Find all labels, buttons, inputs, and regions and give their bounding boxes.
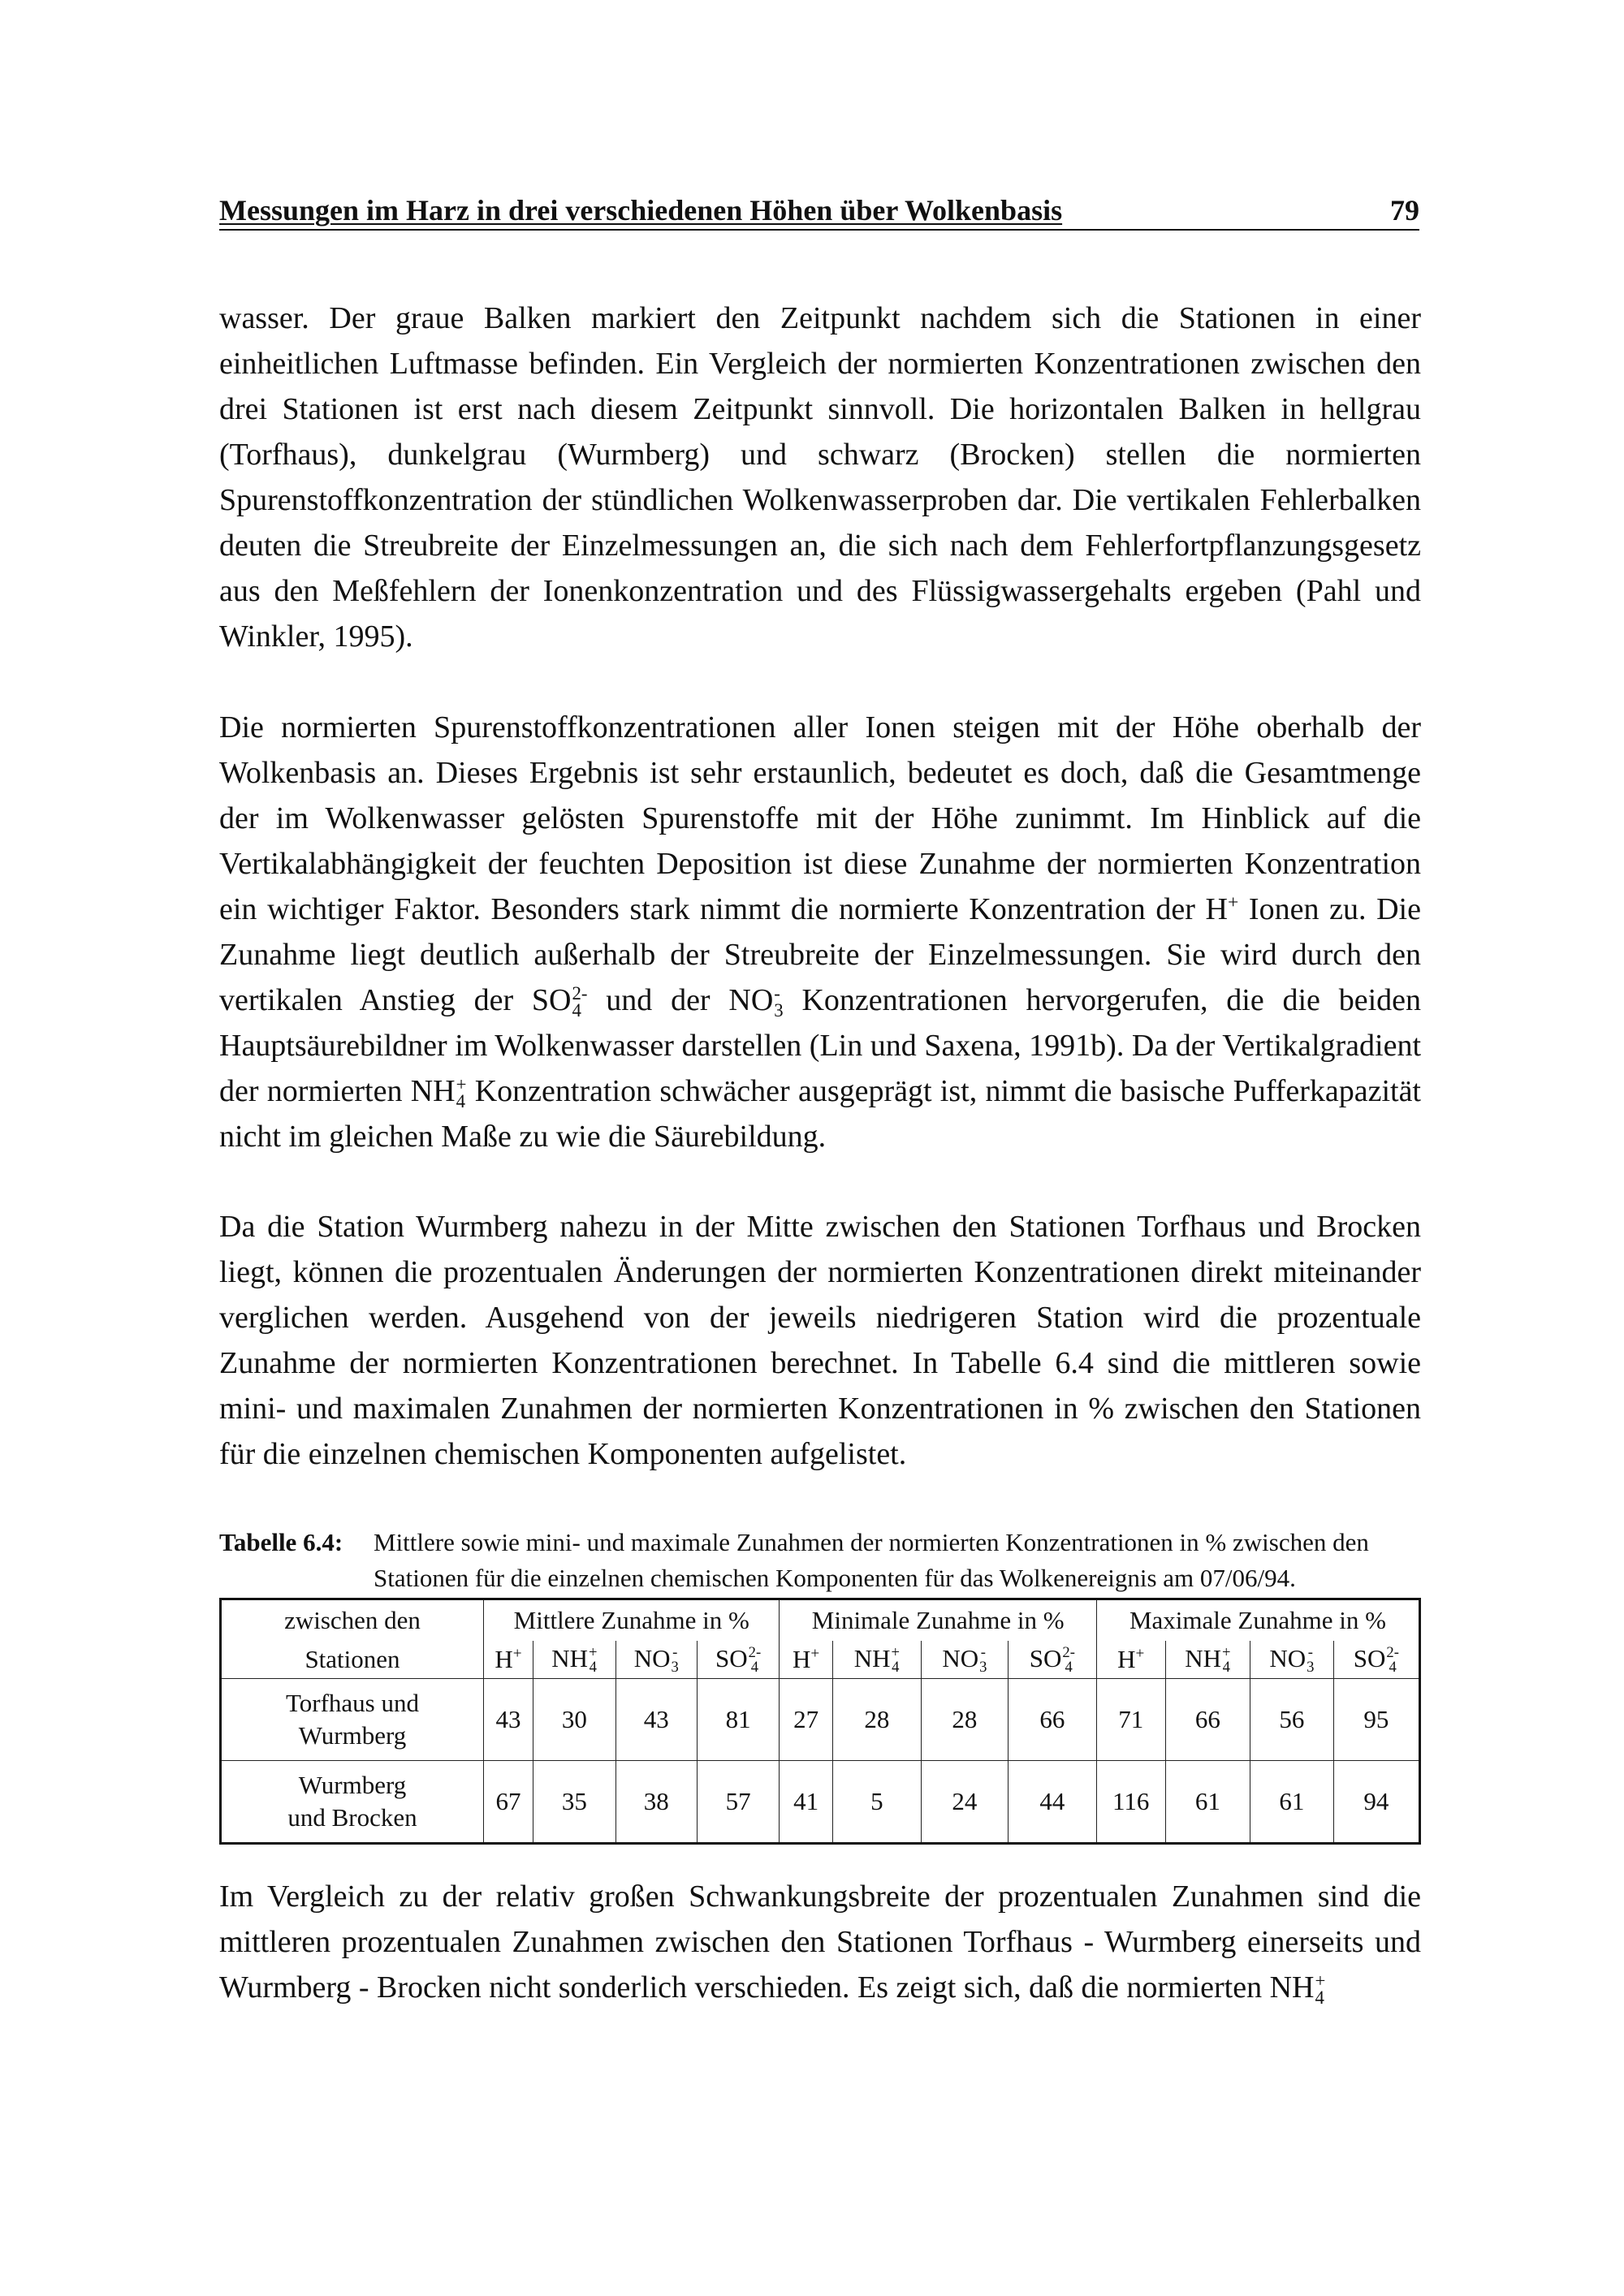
paragraph-2-part-4: Konzentrationen hervorgerufen, die die beiden Hauptsäurebildner im Wolkenwasser darstellen (Lin und Saxena, 1991b). Da der Vertikalgradient der normierten xyxy=(219,983,1421,1108)
paragraph-3: Da die Station Wurmberg nahezu in der Mitte zwischen den Stationen Torfhaus und Brocken liegt, können die prozentualen Änderungen der normierten Konzentrationen direkt miteinander verglichen werden. Ausgehend von der jeweils niedrigeren Station wird die prozentuale Zunahme der normierten Konzentrationen berechnet. In Tabelle 6.4 sind die mittleren sowie mini- und maximalen Zunahmen der normierten Konzentrationen in % zwischen den Stationen für die einzelnen chemischen Komponenten aufgelistet. xyxy=(219,1210,1421,1471)
table-cell: 95 xyxy=(1333,1679,1419,1761)
paragraph-2 xyxy=(219,705,1421,1159)
group-header-max: Maximale Zunahme in % xyxy=(1096,1599,1419,1642)
table-cell: 41 xyxy=(780,1761,832,1844)
table-cell: 57 xyxy=(697,1761,780,1844)
col-nh4-mean: NH + 4 xyxy=(533,1641,615,1679)
paragraph-4-text: Im Vergleich zu der relativ großen Schwankungsbreite der prozentualen Zunahmen sind die mittleren prozentualen Zunahmen zwischen den Stationen Torfhaus - Wurmberg einerseits und Wurmberg - Brocken nicht sonderlich verschieden. Es zeigt sich, daß die normierten xyxy=(219,1880,1421,2005)
table-row xyxy=(221,1761,1420,1844)
table-corner-line1: zwischen den xyxy=(221,1599,484,1642)
table-cell: 28 xyxy=(921,1679,1008,1761)
paragraph-2-part-1: Die normierten Spurenstoffkonzentrationen aller Ionen steigen mit der Höhe oberhalb der Wolkenbasis an. Dieses Ergebnis ist sehr erstaunlich, bedeutet es doch, daß die Gesamtmenge der im Wolkenwasser gelösten Spurenstoffe mit der Höhe zunimmt. Im Hinblick auf die Vertikalabhängigkeit der feuchten Deposition ist diese Zunahme der normierten Konzentration ein wichtiger Faktor. Besonders stark nimmt die normierte Konzentration der xyxy=(219,710,1421,926)
col-so4-max: SO 2- 4 xyxy=(1333,1641,1419,1679)
col-h-mean: H+ xyxy=(484,1641,533,1679)
col-so4-mean: SO 2- 4 xyxy=(697,1641,780,1679)
table-cell: 81 xyxy=(697,1679,780,1761)
table-cell: 27 xyxy=(780,1679,832,1761)
table-caption-text: Mittlere sowie mini- und maximale Zunahmen der normierten Konzentrationen in % zwischen den Stationen für die einzelnen chemischen Komponenten für das Wolkenereignis am 07/06/94. xyxy=(374,1528,1369,1592)
table-cell: 44 xyxy=(1008,1761,1096,1844)
table-cell: 116 xyxy=(1096,1761,1165,1844)
table-cell: 30 xyxy=(533,1679,615,1761)
table-cell: 43 xyxy=(615,1679,697,1761)
col-no3-max: NO - 3 xyxy=(1250,1641,1333,1679)
table-cell: 28 xyxy=(832,1679,921,1761)
table-cell: 67 xyxy=(484,1761,533,1844)
table-cell: 66 xyxy=(1165,1679,1250,1761)
row-label: Wurmberg und Brocken xyxy=(221,1761,484,1844)
table-cell: 61 xyxy=(1165,1761,1250,1844)
row-label: Torfhaus und Wurmberg xyxy=(221,1679,484,1761)
ion-no3: NO - 3 xyxy=(728,982,784,1021)
running-header xyxy=(219,190,1419,231)
group-header-mean: Mittlere Zunahme in % xyxy=(484,1599,780,1642)
table-cell: 61 xyxy=(1250,1761,1333,1844)
table-cell: 43 xyxy=(484,1679,533,1761)
paragraph-4 xyxy=(219,1874,1421,2010)
ion-so4: SO 2- 4 xyxy=(531,982,588,1021)
table-cell: 38 xyxy=(615,1761,697,1844)
table-corner-line2: Stationen xyxy=(221,1641,484,1679)
table-cell: 5 xyxy=(832,1761,921,1844)
table-row xyxy=(221,1679,1420,1761)
col-no3-min: NO - 3 xyxy=(921,1641,1008,1679)
ion-nh4: NH + 4 xyxy=(410,1073,467,1112)
table-cell: 56 xyxy=(1250,1679,1333,1761)
group-header-min: Minimale Zunahme in % xyxy=(780,1599,1096,1642)
paragraph-1: wasser. Der graue Balken markiert den Zeitpunkt nachdem sich die Stationen in einer einheitlichen Luftmasse befinden. Ein Vergleich der normierten Konzentrationen zwischen den drei Stationen ist erst nach diesem Zeitpunkt sinnvoll. Die horizontalen Balken in hellgrau (Torfhaus), dunkelgrau (Wurmberg) und schwarz (Brocken) stellen die normierten Spurenstoffkonzentration der stündlichen Wolkenwasserproben dar. Die vertikalen Fehlerbalken deuten die Streubreite der Einzelmessungen an, die sich nach dem Fehlerfortpflanzungsgesetz aus den Meßfehlern der Ionenkonzentration und des Flüssigwassergehalts ergeben (Pahl und Winkler, 1995). xyxy=(219,301,1421,654)
ion-h: H+ xyxy=(1205,891,1239,926)
table-caption-label: Tabelle 6.4: xyxy=(219,1528,343,1556)
ion-nh4: NH + 4 xyxy=(1269,1970,1326,2009)
paragraph-2-part-3: und der xyxy=(587,983,729,1017)
data-table xyxy=(219,1598,1421,1845)
header-title: Messungen im Harz in drei verschiedenen Höhen über Wolkenbasis xyxy=(219,194,1063,227)
paragraph-2-part-5: Konzentration schwächer ausgeprägt ist, nimmt die basische Pufferkapazität nicht im gleichen Maße zu wie die Säurebildung. xyxy=(219,1074,1421,1154)
table-cell: 66 xyxy=(1008,1679,1096,1761)
col-h-max: H+ xyxy=(1096,1641,1165,1679)
table-caption xyxy=(219,1525,1421,1596)
col-so4-min: SO 2- 4 xyxy=(1008,1641,1096,1679)
col-nh4-min: NH + 4 xyxy=(832,1641,921,1679)
table-cell: 94 xyxy=(1333,1761,1419,1844)
paragraph-2-part-2: Ionen zu. Die Zunahme liegt deutlich außerhalb der Streubreite der Einzelmessungen. Sie wird durch den vertikalen Anstieg der xyxy=(219,892,1421,1017)
col-no3-mean: NO - 3 xyxy=(615,1641,697,1679)
table-cell: 71 xyxy=(1096,1679,1165,1761)
table-cell: 35 xyxy=(533,1761,615,1844)
col-nh4-max: NH + 4 xyxy=(1165,1641,1250,1679)
col-h-min: H+ xyxy=(780,1641,832,1679)
page-number: 79 xyxy=(1390,194,1419,227)
table-cell: 24 xyxy=(921,1761,1008,1844)
